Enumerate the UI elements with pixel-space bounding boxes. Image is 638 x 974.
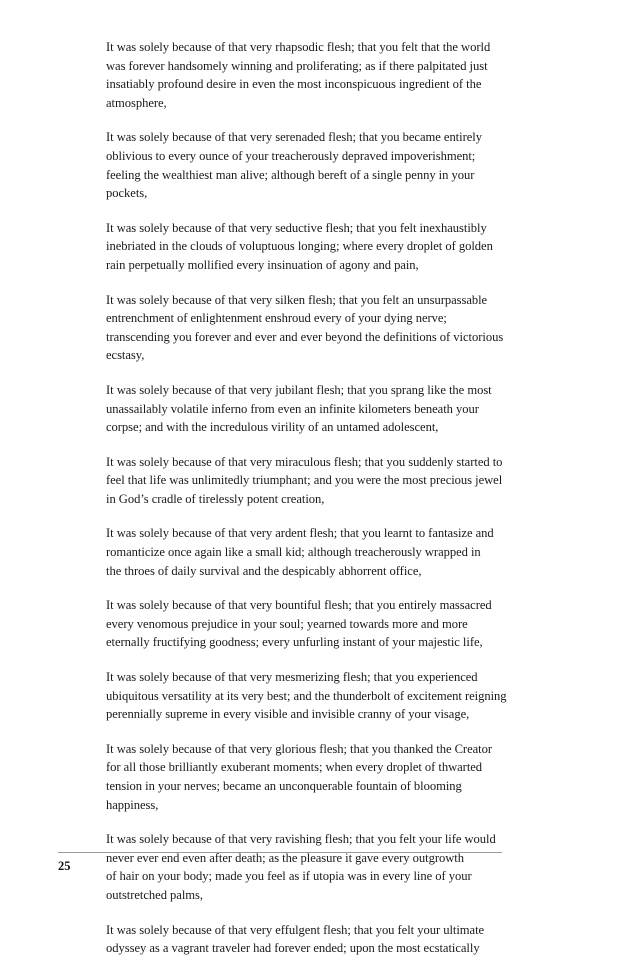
text-line: romanticize once again like a small kid; although treacherously wrapped in: [106, 545, 481, 560]
text-line: inebriated in the clouds of voluptuous longing; where every droplet of golden: [106, 239, 493, 254]
text-line: feeling the wealthiest man alive; although bereft of a single penny in your: [106, 167, 475, 182]
text-line: never ever end even after death; as the pleasure it gave every outgrowth: [106, 850, 464, 865]
stanza: [106, 291, 546, 365]
text-line: for all those brilliantly exuberant moments; when every droplet of thwarted: [106, 760, 483, 775]
text-line: It was solely because of that very ardent flesh; that you learnt to fantasize and: [106, 526, 494, 541]
text-line: It was solely because of that very mesmerizing flesh; that you experienced: [106, 670, 478, 685]
text-line: It was solely because of that very ravishing flesh; that you felt your life would: [106, 832, 496, 847]
text-line: feel that life was unlimitedly triumphant; and you were the most precious jewel: [106, 473, 503, 488]
stanza: [106, 219, 546, 275]
text-line: entrenchment of enlightenment enshroud every of your dying nerve;: [106, 311, 447, 326]
text-line: odyssey as a vagrant traveler had forever ended; upon the most ecstatically: [106, 941, 480, 956]
stanza: [106, 128, 546, 202]
text-line: ubiquitous versatility at its very best; and the thunderbolt of excitement reigning: [106, 688, 507, 703]
text-line: tension in your nerves; became an unconquerable fountain of blooming: [106, 779, 462, 793]
poem-body: [106, 38, 546, 974]
stanza: [106, 453, 546, 509]
text-line: outstretched palms,: [106, 887, 203, 902]
text-line: It was solely because of that very serenaded flesh; that you became entirely: [106, 130, 482, 145]
text-line: It was solely because of that very glorious flesh; that you thanked the Creator: [106, 741, 492, 756]
stanza: [106, 740, 546, 814]
text-line: It was solely because of that very miraculous flesh; that you suddenly started to: [106, 454, 503, 469]
stanza: [106, 596, 546, 652]
text-line: corpse; and with the incredulous virility of an untamed adolescent,: [106, 420, 439, 435]
text-line: in God’s cradle of tirelessly potent creation,: [106, 491, 325, 506]
stanza: [106, 524, 546, 580]
text-line: It was solely because of that very bountiful flesh; that you entirely massacred: [106, 598, 492, 613]
text-line: every venomous prejudice in your soul; yearned towards more and more: [106, 616, 468, 631]
text-line: perennially supreme in every visible and invisible cranny of your visage,: [106, 707, 470, 722]
page-number: 25: [58, 859, 71, 873]
text-line: It was solely because of that very seductive flesh; that you felt inexhaustibly: [106, 220, 487, 235]
text-line: It was solely because of that very silken flesh; that you felt an unsurpassable: [106, 292, 488, 307]
text-line: was forever handsomely winning and proliferating; as if there palpitated just: [106, 58, 488, 73]
stanza: [106, 668, 546, 724]
text-line: transcending you forever and ever and ever beyond the definitions of victorious: [106, 329, 504, 344]
stanza: [106, 381, 546, 437]
text-line: of hair on your body; made you feel as if utopia was in every line of your: [106, 869, 472, 884]
stanza: [106, 38, 546, 112]
text-line: It was solely because of that very rhapsodic flesh; that you felt that the world: [106, 40, 491, 54]
text-line: eternally fructifying goodness; every unfurling instant of your majestic life,: [106, 635, 483, 650]
stanza: [106, 830, 546, 904]
text-line: rain perpetually mollified every insinuation of agony and pain,: [106, 257, 419, 272]
text-line: oblivious to every ounce of your treacherously depraved impoverishment;: [106, 148, 476, 163]
text-line: unassailably volatile inferno from even an infinite kilometers beneath your: [106, 401, 479, 416]
stanza: [106, 921, 546, 958]
text-line: It was solely because of that very effulgent flesh; that you felt your ultimate: [106, 922, 485, 937]
text-line: atmosphere,: [106, 95, 167, 110]
text-line: happiness,: [106, 797, 159, 812]
text-line: ecstasy,: [106, 348, 145, 363]
text-line: insatiably profound desire in even the most inconspicuous ingredient of the: [106, 77, 482, 92]
footer-divider: [58, 852, 502, 853]
text-line: the throes of daily survival and the despicably abhorrent office,: [106, 563, 422, 578]
text-line: It was solely because of that very jubilant flesh; that you sprang like the most: [106, 382, 492, 397]
text-line: pockets,: [106, 186, 148, 201]
